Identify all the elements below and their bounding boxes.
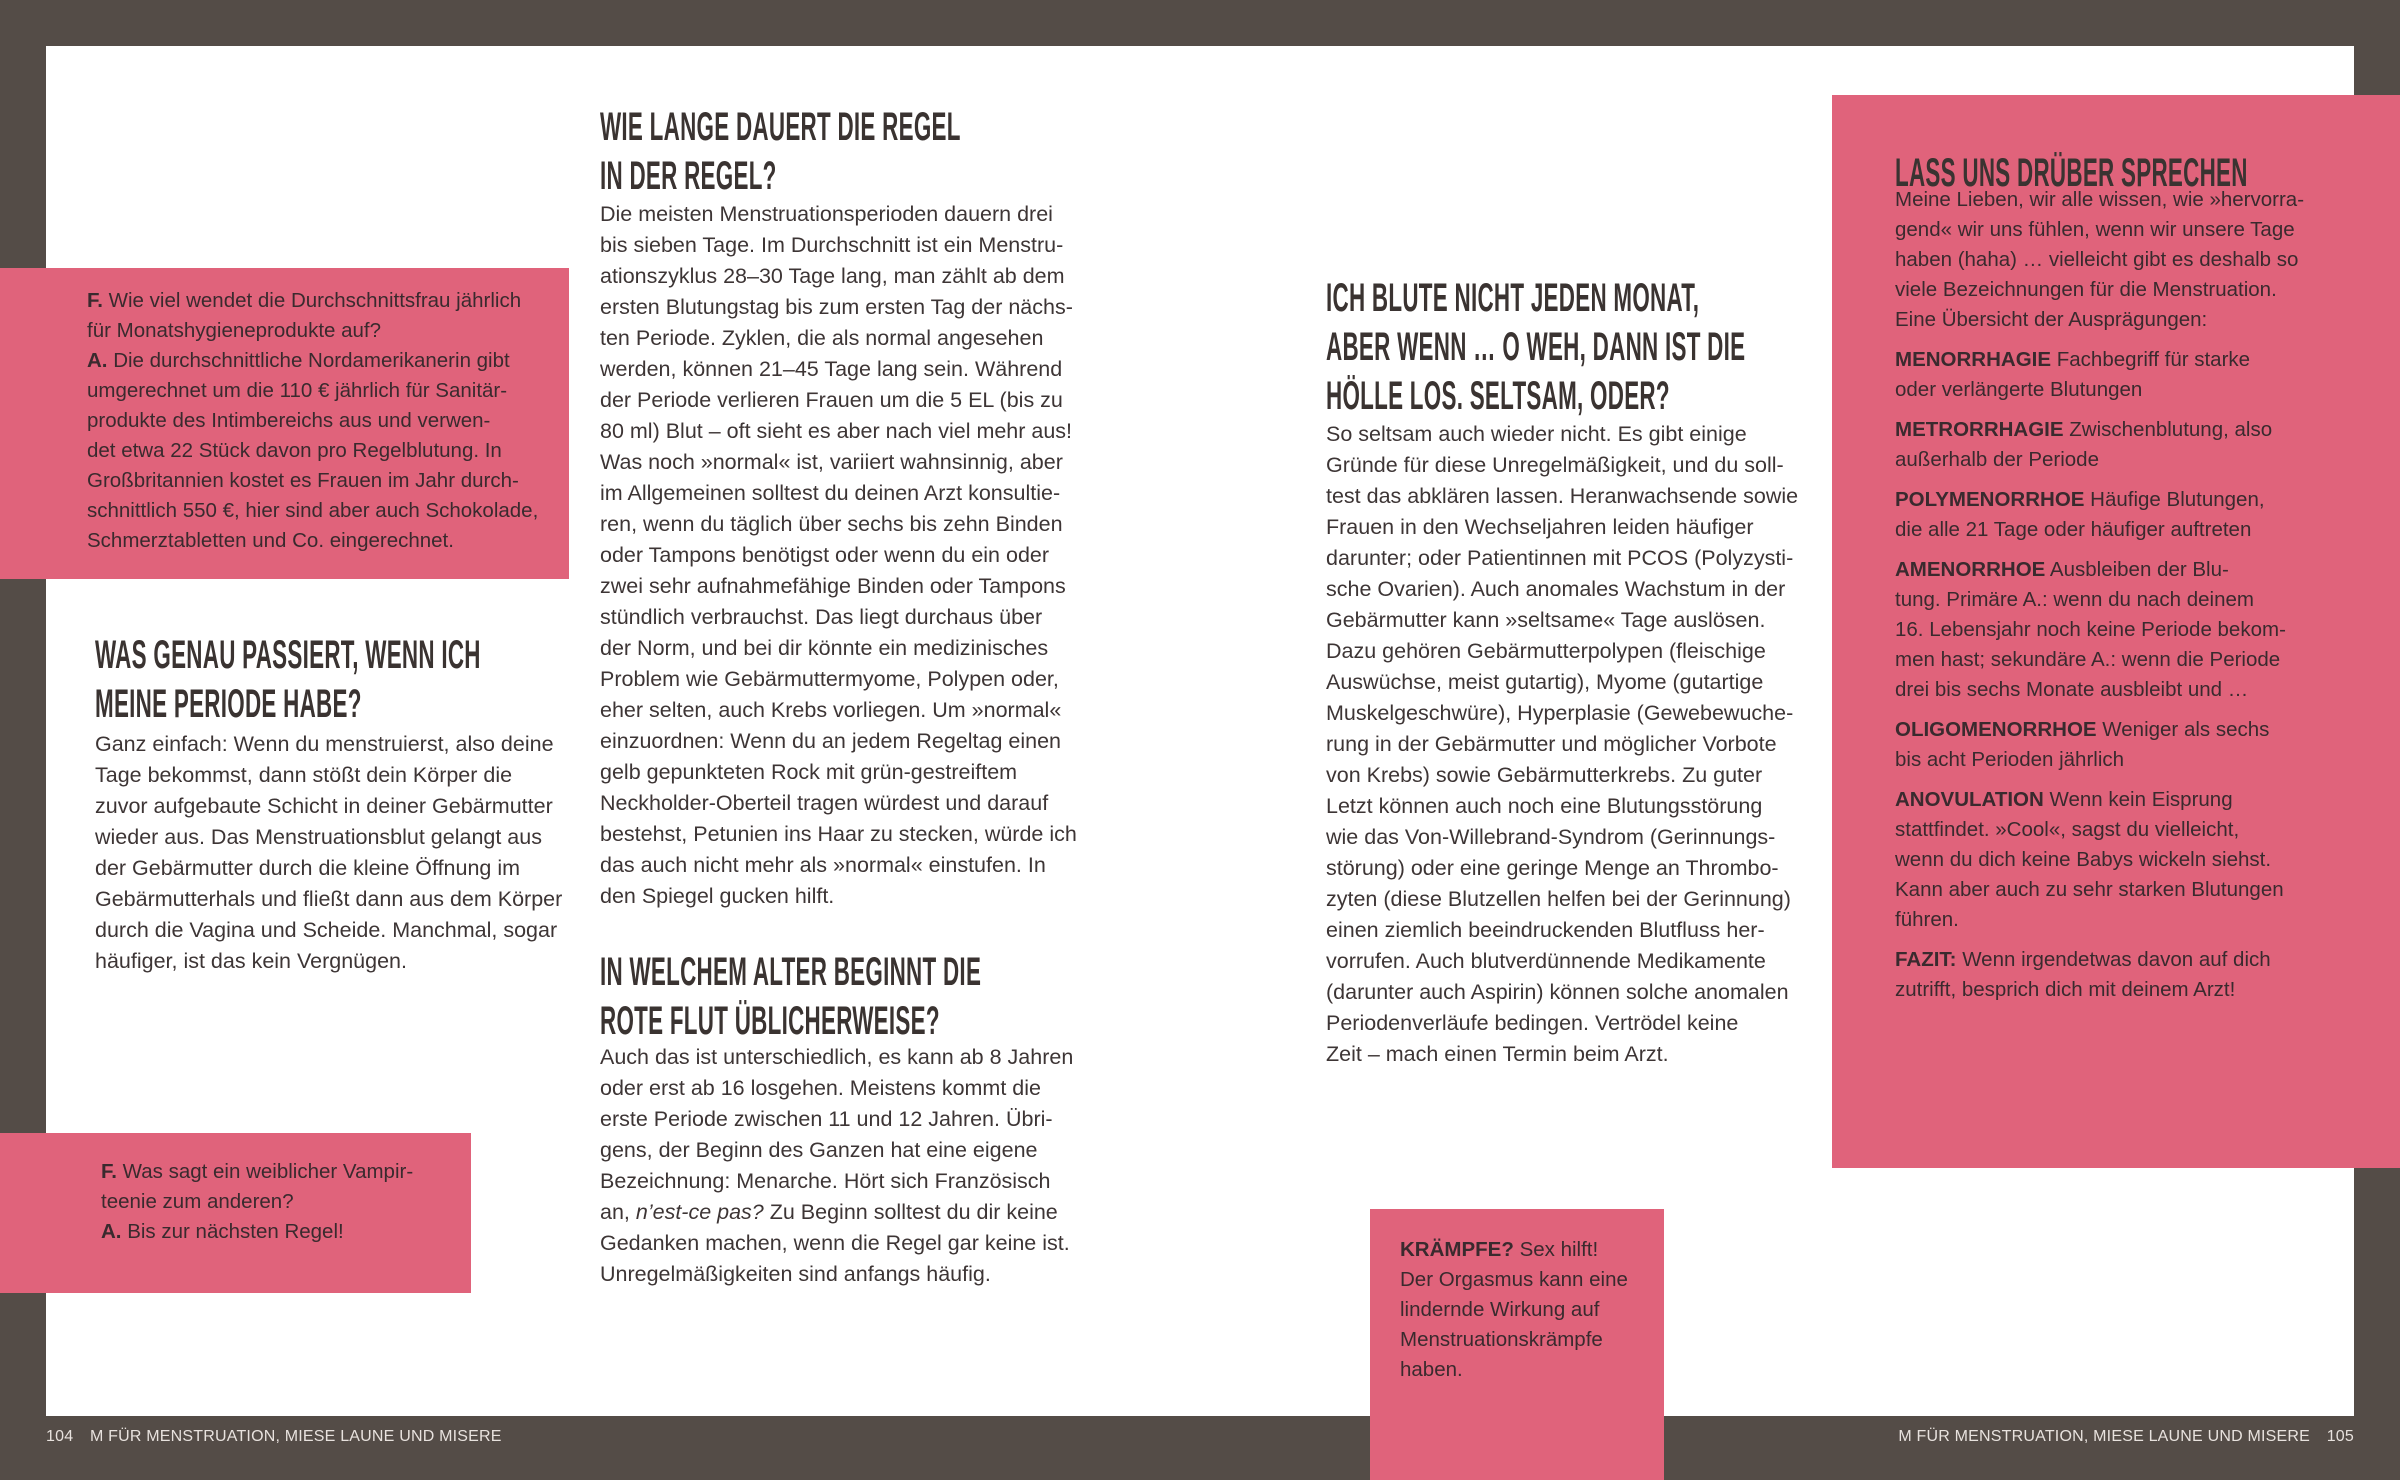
text-line <box>1326 512 1798 543</box>
glossary-entry <box>1895 555 2304 705</box>
sidebox-cramps <box>1370 1209 1664 1480</box>
text-line <box>600 1166 1073 1197</box>
text-line <box>1326 977 1798 1008</box>
text-line <box>1895 715 2304 745</box>
text-line <box>87 346 538 376</box>
section-body <box>1326 419 1798 1070</box>
text-line <box>1895 975 2304 1005</box>
text-fragment: stündlich verbrauchst. Das liegt durchaus über <box>600 605 1043 629</box>
text-fragment: der Periode verlieren Frauen um die 5 EL (bis zu <box>600 388 1063 412</box>
text-fragment: det etwa 22 Stück davon pro Regelblutung. In <box>87 439 502 462</box>
italic-phrase: n’est-ce pas? <box>635 1200 764 1224</box>
text-line <box>95 760 562 791</box>
heading-line: ICH BLUTE NICHT JEDEN MONAT, <box>1326 276 1700 320</box>
text-fragment: Menstruationskrämpfe <box>1400 1328 1603 1351</box>
bold-term: A. <box>87 349 108 372</box>
text-fragment: Wie viel wendet die Durchschnittsfrau jährlich <box>102 289 522 312</box>
text-fragment: oder Tampons benötigst oder wenn du ein oder <box>600 543 1050 567</box>
text-line <box>1326 791 1798 822</box>
text-line <box>1400 1355 1628 1385</box>
text-fragment: Neckholder-Oberteil tragen würdest und darauf <box>600 791 1049 815</box>
text-line <box>1326 946 1798 977</box>
text-line <box>1326 481 1798 512</box>
bold-term: AMENORRHOE <box>1895 558 2046 581</box>
heading-line: ABER WENN … O WEH, DANN IST DIE <box>1326 325 1746 369</box>
text-line <box>87 526 538 556</box>
text-line <box>600 1228 1073 1259</box>
text-fragment: gens, der Beginn des Ganzen hat eine eigene <box>600 1138 1038 1162</box>
text-line <box>600 230 1077 261</box>
glossary-intro <box>1895 185 2304 335</box>
text-fragment: umgerechnet um die 110 € jährlich für Sanitär- <box>87 379 508 402</box>
text-fragment: Ganz einfach: Wenn du menstruierst, also deine <box>95 732 554 756</box>
text-fragment: Auswüchse, meist gutartig), Myome (gutartige <box>1326 670 1764 694</box>
text-line <box>95 853 562 884</box>
text-line <box>1326 1008 1798 1039</box>
text-line <box>600 199 1077 230</box>
text-line <box>600 757 1077 788</box>
text-fragment: werden, können 21–45 Tage lang sein. Während <box>600 357 1063 381</box>
text-line <box>1326 605 1798 636</box>
text-fragment: Wenn kein Eisprung <box>2043 788 2233 811</box>
bold-term: FAZIT: <box>1895 948 1957 971</box>
text-fragment: einzuordnen: Wenn du an jedem Regeltag einen <box>600 729 1061 753</box>
footer-right <box>1898 1428 2354 1446</box>
text-fragment: Eine Übersicht der Ausprägungen: <box>1895 308 2208 331</box>
text-line <box>1895 555 2304 585</box>
text-fragment: eher selten, auch Krebs vorliegen. Um »normal« <box>600 698 1062 722</box>
text-fragment: Großbritannien kostet es Frauen im Jahr durch- <box>87 469 519 492</box>
text-fragment: (darunter auch Aspirin) können solche anomalen <box>1326 980 1789 1004</box>
text-line <box>1326 450 1798 481</box>
text-fragment: viele Bezeichnungen für die Menstruation. <box>1895 278 2277 301</box>
text-fragment: haben. <box>1400 1358 1463 1381</box>
text-line <box>87 376 538 406</box>
text-line <box>1895 485 2304 515</box>
text-fragment: Was noch »normal« ist, variiert wahnsinnig, aber <box>600 450 1063 474</box>
section-body <box>600 199 1077 912</box>
text-line <box>600 1042 1073 1073</box>
text-line <box>600 726 1077 757</box>
text-fragment: wie das Von-Willebrand-Syndrom (Gerinnungs- <box>1326 825 1776 849</box>
text-fragment: störung) oder eine geringe Menge an Thrombo- <box>1326 856 1779 880</box>
text-line <box>1326 729 1798 760</box>
text-fragment: gelb gepunkteten Rock mit grün-gestreiftem <box>600 760 1018 784</box>
sidebox-text <box>87 286 538 556</box>
text-line <box>1895 845 2304 875</box>
text-fragment: vorrufen. Auch blutverdünnende Medikamente <box>1326 949 1766 973</box>
text-fragment: Schmerztabletten und Co. eingerechnet. <box>87 529 454 552</box>
text-line <box>1895 345 2304 375</box>
footer-left <box>46 1428 502 1446</box>
text-fragment: Frauen in den Wechseljahren leiden häufiger <box>1326 515 1754 539</box>
text-line <box>101 1217 413 1247</box>
text-fragment: für Monatshygieneprodukte auf? <box>87 319 382 342</box>
text-fragment: wenn du dich keine Babys wickeln siehst. <box>1895 848 2272 871</box>
text-line <box>1895 515 2304 545</box>
text-fragment: führen. <box>1895 908 1959 931</box>
text-fragment: Sex hilft! <box>1513 1238 1599 1261</box>
text-line <box>600 478 1077 509</box>
sidebox-question-cost <box>0 268 569 579</box>
heading-line: HÖLLE LOS. SELTSAM, ODER? <box>1326 374 1670 418</box>
text-fragment: ren, wenn du täglich über sechs bis zehn Binden <box>600 512 1063 536</box>
text-line <box>1326 1039 1798 1070</box>
text-fragment: Die durchschnittliche Nordamerikanerin gibt <box>107 349 510 372</box>
text-line <box>600 292 1077 323</box>
text-line <box>95 915 562 946</box>
text-fragment: Problem wie Gebärmuttermyome, Polypen oder, <box>600 667 1059 691</box>
text-fragment: bis sieben Tage. Im Durchschnitt ist ein Menstru- <box>600 233 1064 257</box>
text-line <box>1895 785 2304 815</box>
text-line <box>87 436 538 466</box>
text-line <box>1895 905 2304 935</box>
text-line <box>1895 585 2304 615</box>
text-fragment: 16. Lebensjahr noch keine Periode bekom- <box>1895 618 2286 641</box>
text-fragment: Häufige Blutungen, <box>2084 488 2265 511</box>
section-heading <box>600 948 1281 1046</box>
running-title-right: M FÜR MENSTRUATION, MIESE LAUNE UND MISERE <box>1898 1428 2311 1445</box>
text-line <box>87 466 538 496</box>
text-line <box>101 1187 413 1217</box>
text-fragment: im Allgemeinen solltest du deinen Arzt konsultie- <box>600 481 1061 505</box>
sidebox-text <box>101 1157 413 1247</box>
page-number-left: 104 <box>46 1428 74 1445</box>
text-fragment: ersten Blutungstag bis zum ersten Tag der nächs- <box>600 295 1073 319</box>
text-fragment: test das abklären lassen. Heranwachsende sowie <box>1326 484 1799 508</box>
heading-line: WAS GENAU PASSIERT, WENN ICH <box>95 633 481 677</box>
text-fragment: wieder aus. Das Menstruationsblut gelangt aus <box>95 825 542 849</box>
text-line <box>1895 945 2304 975</box>
text-fragment: stattfindet. »Cool«, sagst du vielleicht, <box>1895 818 2240 841</box>
section-body <box>95 729 562 977</box>
text-fragment: Fachbegriff für starke <box>2051 348 2251 371</box>
text-fragment: So seltsam auch wieder nicht. Es gibt einige <box>1326 422 1747 446</box>
sidebox-question-vampire <box>0 1133 471 1293</box>
text-fragment: häufiger, ist das kein Vergnügen. <box>95 949 407 973</box>
text-fragment: den Spiegel gucken hilft. <box>600 884 835 908</box>
text-line <box>600 571 1077 602</box>
text-fragment: außerhalb der Periode <box>1895 448 2099 471</box>
text-fragment: Der Orgasmus kann eine <box>1400 1268 1628 1291</box>
glossary-entry <box>1895 345 2304 405</box>
text-fragment: der Norm, und bei dir könnte ein medizinisches <box>600 636 1049 660</box>
text-fragment: Gebärmutterhals und fließt dann aus dem Körper <box>95 887 563 911</box>
text-fragment: einen ziemlich beeindruckenden Blutfluss her- <box>1326 918 1765 942</box>
text-line <box>600 1197 1073 1228</box>
text-fragment: teenie zum anderen? <box>101 1190 294 1213</box>
heading-line: IN WELCHEM ALTER BEGINNT DIE <box>600 950 982 994</box>
text-line <box>87 316 538 346</box>
text-fragment: zwei sehr aufnahmefähige Binden oder Tampons <box>600 574 1066 598</box>
text-line <box>1326 760 1798 791</box>
text-line <box>1400 1295 1628 1325</box>
text-fragment: die alle 21 Tage oder häufiger auftreten <box>1895 518 2252 541</box>
text-line <box>1895 215 2304 245</box>
text-line <box>1326 543 1798 574</box>
sidebox-text <box>1400 1235 1628 1385</box>
sidebox-glossary <box>1832 95 2400 1168</box>
text-fragment: haben (haha) … vielleicht gibt es deshalb so <box>1895 248 2299 271</box>
text-fragment: Weniger als sechs <box>2096 718 2270 741</box>
text-line <box>600 1104 1073 1135</box>
text-line <box>1895 415 2304 445</box>
text-line <box>600 881 1077 912</box>
text-fragment: Auch das ist unterschiedlich, es kann ab 8 Jahren <box>600 1045 1074 1069</box>
section-heading <box>600 103 1244 201</box>
text-fragment: Zu Beginn solltest du dir keine <box>763 1200 1058 1224</box>
text-line <box>95 884 562 915</box>
text-fragment: ationszyklus 28–30 Tage lang, man zählt ab dem <box>600 264 1065 288</box>
text-line <box>600 1073 1073 1104</box>
text-fragment: zuvor aufgebaute Schicht in deiner Gebärmutter <box>95 794 553 818</box>
bold-term: F. <box>87 289 103 312</box>
text-fragment: Ausbleiben der Blu- <box>2045 558 2229 581</box>
text-line <box>1326 822 1798 853</box>
text-fragment: Meine Lieben, wir alle wissen, wie »hervorra- <box>1895 188 2305 211</box>
text-line <box>1326 636 1798 667</box>
glossary-entry <box>1895 785 2304 935</box>
text-fragment: Tage bekommst, dann stößt dein Körper die <box>95 763 513 787</box>
text-line <box>1895 185 2304 215</box>
section-body <box>600 1042 1073 1290</box>
text-line <box>1895 615 2304 645</box>
running-title-left: M FÜR MENSTRUATION, MIESE LAUNE UND MISERE <box>89 1428 502 1445</box>
text-fragment: Zwischenblutung, also <box>2063 418 2273 441</box>
glossary-entry <box>1895 485 2304 545</box>
text-fragment: sche Ovarien). Auch anomales Wachstum in der <box>1326 577 1786 601</box>
bold-term: A. <box>101 1220 122 1243</box>
text-line <box>1895 305 2304 335</box>
text-fragment: ten Periode. Zyklen, die als normal angesehen <box>600 326 1044 350</box>
heading-line: ROTE FLUT ÜBLICHERWEISE? <box>600 999 940 1043</box>
text-line <box>600 695 1077 726</box>
text-line <box>1326 667 1798 698</box>
heading-line: IN DER REGEL? <box>600 154 777 198</box>
text-fragment: oder erst ab 16 losgehen. Meistens kommt die <box>600 1076 1041 1100</box>
bold-term: METRORRHAGIE <box>1895 418 2064 441</box>
text-line <box>600 323 1077 354</box>
text-line <box>87 406 538 436</box>
text-fragment: drei bis sechs Monate ausbleibt und … <box>1895 678 2249 701</box>
text-fragment: lindernde Wirkung auf <box>1400 1298 1600 1321</box>
text-fragment: Die meisten Menstruationsperioden dauern drei <box>600 202 1053 226</box>
text-line <box>600 447 1077 478</box>
text-line <box>600 509 1077 540</box>
text-fragment: Gedanken machen, wenn die Regel gar keine ist. <box>600 1231 1070 1255</box>
text-fragment: Bezeichnung: Menarche. Hört sich Französisch <box>600 1169 1051 1193</box>
text-line <box>87 286 538 316</box>
text-line <box>1895 445 2304 475</box>
text-line <box>600 540 1077 571</box>
text-fragment: Unregelmäßigkeiten sind anfangs häufig. <box>600 1262 991 1286</box>
text-line <box>95 946 562 977</box>
text-fragment: men hast; sekundäre A.: wenn die Periode <box>1895 648 2281 671</box>
text-fragment: erste Periode zwischen 11 und 12 Jahren. Übri- <box>600 1107 1053 1131</box>
text-fragment: zyten (diese Blutzellen helfen bei der Gerinnung) <box>1326 887 1791 911</box>
text-fragment: rung in der Gebärmutter und möglicher Vorbote <box>1326 732 1777 756</box>
text-line <box>600 788 1077 819</box>
text-line <box>95 791 562 822</box>
text-fragment: schnittlich 550 €, hier sind aber auch Schokolade, <box>87 499 539 522</box>
text-fragment: das auch nicht mehr als »normal« einstufen. In <box>600 853 1046 877</box>
text-fragment: von Krebs) sowie Gebärmutterkrebs. Zu guter <box>1326 763 1763 787</box>
text-line <box>1326 884 1798 915</box>
text-line <box>101 1157 413 1187</box>
text-fragment: an, <box>600 1200 636 1224</box>
bold-term: KRÄMPFE? <box>1400 1238 1514 1261</box>
text-fragment: Dazu gehören Gebärmutterpolypen (fleischige <box>1326 639 1766 663</box>
text-fragment: Letzt können auch noch eine Blutungsstörung <box>1326 794 1763 818</box>
text-fragment: Zeit – mach einen Termin beim Arzt. <box>1326 1042 1669 1066</box>
text-fragment: tung. Primäre A.: wenn du nach deinem <box>1895 588 2254 611</box>
text-fragment: durch die Vagina und Scheide. Manchmal, sogar <box>95 918 558 942</box>
text-line <box>1895 645 2304 675</box>
page-number-right: 105 <box>2326 1428 2354 1445</box>
text-fragment: oder verlängerte Blutungen <box>1895 378 2143 401</box>
glossary-entry <box>1895 945 2304 1005</box>
text-line <box>95 822 562 853</box>
text-line <box>1895 875 2304 905</box>
text-fragment: zutrifft, besprich dich mit deinem Arzt! <box>1895 978 2236 1001</box>
text-line <box>600 354 1077 385</box>
text-line <box>1326 698 1798 729</box>
heading-line: LASS UNS DRÜBER SPRECHEN <box>1895 151 2248 195</box>
text-line <box>1895 245 2304 275</box>
text-line <box>1895 745 2304 775</box>
text-line <box>1895 275 2304 305</box>
text-line <box>600 850 1077 881</box>
text-line <box>1326 853 1798 884</box>
text-fragment: bestehst, Petunien ins Haar zu stecken, würde ich <box>600 822 1077 846</box>
text-line <box>600 1259 1073 1290</box>
glossary-entry <box>1895 415 2304 475</box>
glossary-entry <box>1895 715 2304 775</box>
text-line <box>1400 1235 1628 1265</box>
text-line <box>600 664 1077 695</box>
text-fragment: gend« wir uns fühlen, wenn wir unsere Tage <box>1895 218 2295 241</box>
glossary-list <box>1895 185 2304 1005</box>
text-line <box>600 819 1077 850</box>
bold-term: MENORRHAGIE <box>1895 348 2052 371</box>
text-line <box>600 385 1077 416</box>
text-fragment: Was sagt ein weiblicher Vampir- <box>116 1160 414 1183</box>
text-fragment: Muskelgeschwüre), Hyperplasie (Gewebewuche- <box>1326 701 1794 725</box>
text-line <box>600 602 1077 633</box>
text-line <box>1895 675 2304 705</box>
text-fragment: Kann aber auch zu sehr starken Blutungen <box>1895 878 2284 901</box>
text-fragment: bis acht Perioden jährlich <box>1895 748 2125 771</box>
bold-term: F. <box>101 1160 117 1183</box>
heading-line: MEINE PERIODE HABE? <box>95 682 362 726</box>
bold-term: OLIGOMENORRHOE <box>1895 718 2097 741</box>
text-line <box>1326 915 1798 946</box>
text-line <box>1326 574 1798 605</box>
text-line <box>1400 1265 1628 1295</box>
bold-term: ANOVULATION <box>1895 788 2044 811</box>
text-fragment: Gründe für diese Unregelmäßigkeit, und du soll- <box>1326 453 1784 477</box>
text-line <box>600 633 1077 664</box>
text-line <box>1895 375 2304 405</box>
text-fragment: der Gebärmutter durch die kleine Öffnung im <box>95 856 521 880</box>
text-fragment: 80 ml) Blut – oft sieht es aber nach viel mehr aus! <box>600 419 1073 443</box>
text-line <box>600 416 1077 447</box>
text-line <box>600 1135 1073 1166</box>
text-line <box>95 729 562 760</box>
text-fragment: Periodenverläufe bedingen. Vertrödel keine <box>1326 1011 1739 1035</box>
text-line <box>1895 815 2304 845</box>
text-fragment: Wenn irgendetwas davon auf dich <box>1956 948 2271 971</box>
text-fragment: produkte des Intimbereichs aus und verwen- <box>87 409 491 432</box>
bold-term: POLYMENORRHOE <box>1895 488 2085 511</box>
text-fragment: Bis zur nächsten Regel! <box>121 1220 344 1243</box>
heading-line: WIE LANGE DAUERT DIE REGEL <box>600 105 961 149</box>
text-fragment: Gebärmutter kann »seltsame« Tage auslösen. <box>1326 608 1766 632</box>
text-fragment: darunter; oder Patientinnen mit PCOS (Polyzysti- <box>1326 546 1794 570</box>
text-line <box>600 261 1077 292</box>
text-line <box>1400 1325 1628 1355</box>
text-line <box>1326 419 1798 450</box>
text-line <box>87 496 538 526</box>
